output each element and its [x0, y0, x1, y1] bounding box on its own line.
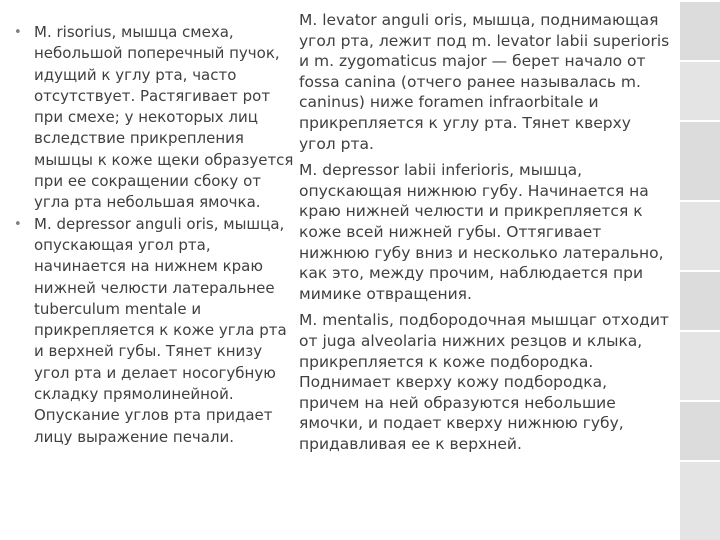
- decorative-tile: [680, 330, 720, 400]
- bullet-text: M. depressor anguli oris, мышца, опускающая угол рта, начинается на нижнем краю нижней челюсти латеральнее tuberculum mentale и прикрепляется к коже угла рта и верхней губы. Тянет книзу угол рта и делает носогубную складку прямолинейной. Опускание углов рта придает лицу выражение печали.: [34, 214, 287, 446]
- bullet-text: M. risorius, мышца смеха, небольшой поперечный пучок, идущий к углу рта, часто отсутствует. Растягивает рот при смехе; у некоторых лиц вследствие прикрепления мышцы к коже щеки образуется при ее сокращении сбоку от угла рта небольшая ямочка.: [34, 23, 294, 212]
- decorative-tile: [680, 460, 720, 540]
- bullet-item-depressor-anguli-oris: [14, 214, 299, 448]
- paragraph-depressor-labii-inferioris: M. depressor labii inferioris, мышца, опускающая нижнюю губу. Начинается на краю нижней челюсти и прикрепляется к коже всей нижней губы. Оттягивает нижнюю губу вниз и несколько латерально, как это, между прочим, наблюдается при мимике отвращения.: [299, 161, 664, 303]
- decorative-tile: [680, 400, 720, 460]
- decorative-tile: [680, 120, 720, 200]
- decorative-tile: [680, 60, 720, 120]
- decorative-tile: [680, 0, 720, 60]
- bullet-item-risorius: [14, 22, 299, 214]
- decorative-tile: [680, 270, 720, 330]
- paragraph-mentalis: M. mentalis, подбородочная мышцаг отходит от juga alveolaria нижних резцов и клыка, прикрепляется к коже подбородка. Поднимает кверху кожу подбородка, причем на ней образуются небольшие ямочки, и подает кверху нижнюю губу, придавливая ее к верхней.: [299, 311, 669, 453]
- right-column: [299, 10, 671, 454]
- bullet-dot-icon: •: [14, 216, 22, 232]
- decorative-tile: [680, 200, 720, 270]
- bullet-dot-icon: •: [14, 25, 22, 40]
- decorative-tiles: [680, 0, 720, 540]
- paragraph-levator-anguli-oris: M. levator anguli oris, мышца, поднимающая угол рта, лежит под m. levator labii superioris и m. zygomaticus major — берет начало от fossa canina (отчего ранее называлась m. caninus) ниже foramen infraorbitale и прикрепляется к углу рта. Тянет кверху угол рта.: [299, 11, 670, 153]
- left-column: [14, 22, 299, 448]
